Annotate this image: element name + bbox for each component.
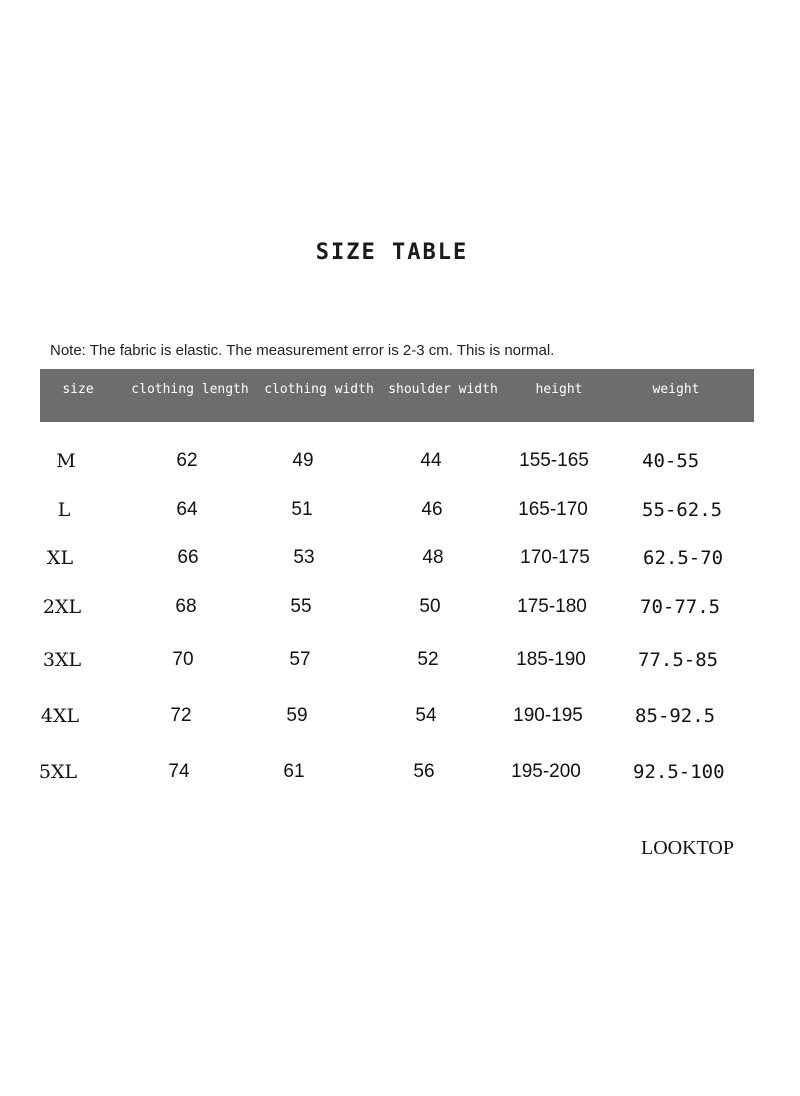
table-row [0, 649, 800, 679]
cell-shoulder-width: 52 [417, 649, 439, 670]
cell-clothing-width: 55 [290, 596, 312, 617]
cell-shoulder-width: 54 [415, 705, 437, 726]
cell-height: 185-190 [516, 649, 586, 670]
table-row [0, 450, 800, 480]
title-text: SIZE TABLE [315, 240, 469, 265]
cell-clothing-length: 66 [177, 547, 199, 568]
cell-height: 170-175 [520, 547, 590, 568]
cell-shoulder-width: 56 [413, 761, 435, 782]
table-row [0, 705, 800, 735]
cell-height: 175-180 [517, 596, 587, 617]
cell-clothing-length: 74 [168, 761, 190, 782]
cell-shoulder-width: 44 [420, 450, 442, 471]
header-shoulder-width: shoulder width [388, 382, 498, 397]
cell-size: 2XL [42, 596, 82, 618]
cell-height: 165-170 [518, 499, 588, 520]
note-text: Note: The fabric is elastic. The measurement error is 2-3 cm. This is normal. [50, 342, 555, 359]
header-clothing-width: clothing width [264, 382, 374, 397]
cell-clothing-width: 59 [286, 705, 308, 726]
cell-clothing-length: 62 [176, 450, 198, 471]
table-row [0, 761, 800, 791]
cell-shoulder-width: 50 [419, 596, 441, 617]
cell-clothing-length: 64 [176, 499, 198, 520]
cell-size: 5XL [38, 761, 78, 783]
cell-height: 190-195 [513, 705, 583, 726]
cell-weight: 62.5-70 [643, 547, 724, 569]
cell-weight: 55-62.5 [642, 499, 723, 521]
cell-weight: 40-55 [642, 450, 700, 472]
cell-clothing-length: 70 [172, 649, 194, 670]
header-clothing-length: clothing length [131, 382, 249, 397]
cell-shoulder-width: 46 [421, 499, 443, 520]
cell-size: 3XL [42, 649, 82, 671]
cell-size: L [57, 499, 71, 521]
cell-clothing-length: 68 [175, 596, 197, 617]
cell-weight: 85-92.5 [635, 705, 716, 727]
header-height: height [535, 382, 583, 397]
cell-size: M [56, 450, 76, 472]
header-weight: weight [652, 382, 700, 397]
cell-clothing-width: 49 [292, 450, 314, 471]
cell-clothing-width: 51 [291, 499, 313, 520]
cell-clothing-width: 57 [289, 649, 311, 670]
brand-name: LOOKTOP [641, 837, 734, 859]
table-row [0, 596, 800, 626]
header-size: size [62, 382, 94, 397]
cell-size: 4XL [40, 705, 80, 727]
cell-shoulder-width: 48 [422, 547, 444, 568]
cell-clothing-width: 61 [283, 761, 305, 782]
table-row [0, 499, 800, 529]
cell-weight: 92.5-100 [633, 761, 725, 783]
cell-size: XL [46, 547, 74, 569]
cell-clothing-length: 72 [170, 705, 192, 726]
table-row [0, 547, 800, 577]
cell-weight: 77.5-85 [638, 649, 719, 671]
cell-weight: 70-77.5 [640, 596, 721, 618]
cell-height: 155-165 [519, 450, 589, 471]
cell-clothing-width: 53 [293, 547, 315, 568]
cell-height: 195-200 [511, 761, 581, 782]
page-title [0, 240, 800, 265]
